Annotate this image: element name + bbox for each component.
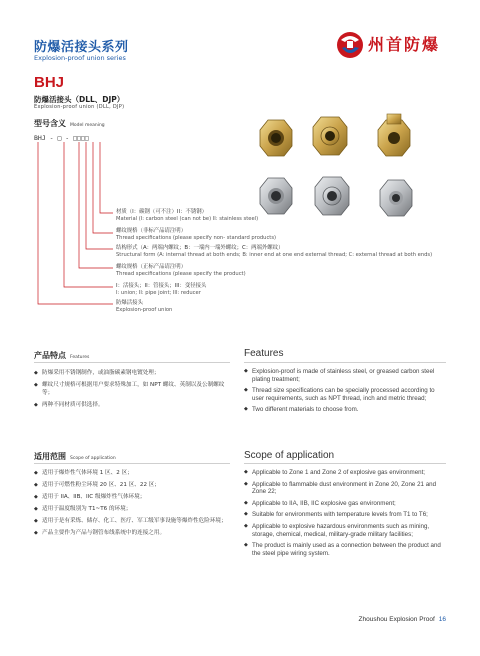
footer-text: Zhoushou Explosion Proof (358, 616, 435, 623)
list-item: ◆ Applicable to explosive hazardous environments such as mining, storage, chemical, medical, military-grade military facilities; (244, 523, 446, 538)
scope-heading-cn: 适用范围 Scope of application (34, 452, 116, 461)
model-item-thread-spec-product: 螺纹规格（正标产品请注明） Thread specifications (please specify the product) (116, 264, 246, 277)
product-name-cn: 防爆活接头（DLL、DJP） (34, 95, 125, 104)
series-subtitle: Explosion-proof union series (34, 54, 126, 62)
model-item-type: I：活接头；II：管接头；III：变径接头 I: union; II: pipe joint; III: reducer (116, 283, 207, 296)
series-title: 防爆活接头系列 (34, 40, 129, 55)
list-item: ◆ 适用于可燃性粉尘环境 20 区、21 区、22 区； (34, 481, 230, 489)
list-item: ◆ Two different materials to choose from. (244, 406, 446, 414)
list-item: ◆ 防爆采用不锈钢制作，或油脂碳素钢电镀处理； (34, 369, 230, 377)
fitting-brass-2 (313, 117, 347, 155)
model-item-material: 材质（I：碳钢（可不注）II：不锈钢） Material (I: carbon steel (can not be) II: stainless steel) (116, 209, 259, 222)
model-item-structural-form: 结构形式（A：两端内螺纹；B：一端内一端外螺纹；C：两端外螺纹） Structural form (A: internal thread at both ends; B: inner end at one end external thread; C: external thread at both ends) (116, 245, 433, 258)
model-meaning-heading-cn: 型号含义 (34, 119, 66, 128)
model-meaning-heading (34, 118, 105, 129)
model-code-pattern: BHJ - □ - □□□□ (34, 134, 89, 142)
list-item: ◆ Thread size specifications can be specially processed according to user requirements, such as NPT thread, inch and metric thread; (244, 387, 446, 402)
list-item: ◆ Applicable to flammable dust environment in Zone 20, Zone 21 and Zone 22; (244, 481, 446, 496)
features-heading-en: Features (244, 348, 284, 359)
scope-list-cn (34, 469, 230, 541)
list-item: ◆ 两种不同材质可供选择。 (34, 401, 230, 409)
list-item: ◆ 适用于爆炸性气体环境 1 区、2 区； (34, 469, 230, 477)
list-item: ◆ 产品主要作为产品与钢管布线系统中的连接之用。 (34, 529, 230, 537)
list-item: ◆ Applicable to Zone 1 and Zone 2 of explosive gas environment; (244, 469, 446, 477)
features-divider-en (244, 362, 446, 363)
features-list-cn (34, 369, 230, 413)
product-name-en: Explosion-proof union (DLL, DJP) (34, 104, 125, 110)
fitting-brass-3 (378, 114, 410, 156)
list-item: ◆ 螺纹尺寸规格可根据用户要求特殊加工，如 NPT 螺纹、英制以及公制螺纹等； (34, 381, 230, 397)
list-item: ◆ 适用于是有采炼、储存、化工、医疗、军工级军事设施等爆炸性危险环境； (34, 517, 230, 525)
product-code: BHJ (34, 74, 65, 91)
list-item: ◆ Suitable for environments with temperature levels from T1 to T6; (244, 511, 446, 519)
list-item: ◆ 适用于温度级别为 T1~T6 的环境； (34, 505, 230, 513)
page-number: 16 (438, 616, 446, 623)
list-item: ◆ Applicable to IIA, IIB, IIC explosive gas environment; (244, 500, 446, 508)
fitting-brass-1 (260, 120, 292, 156)
page-footer (359, 616, 446, 623)
scope-heading-en: Scope of application (244, 450, 335, 461)
scope-list-en (244, 469, 446, 561)
model-item-name: 防爆活接头 Explosion-proof union (116, 300, 173, 313)
list-item: ◆ 适用于 IIA、IIB、IIC 级爆炸性气体环境； (34, 493, 230, 501)
features-list-en (244, 368, 446, 418)
list-item: ◆ The product is mainly used as a connection between the product and the steel pipe wiring system. (244, 542, 446, 557)
scope-divider-en (244, 463, 446, 464)
model-item-thread-spec: 螺纹规格（非标产品请注明） Thread specifications (please specify non- standard products) (116, 228, 277, 241)
brand-name: 州首防爆 (368, 35, 441, 54)
model-meaning-heading-en: Model meaning (70, 123, 105, 128)
list-item: ◆ Explosion-proof is made of stainless steel, or greased carbon steel plating treatment; (244, 368, 446, 383)
features-divider-cn (34, 362, 230, 363)
scope-divider-cn (34, 463, 230, 464)
features-heading-cn: 产品特点 Features (34, 351, 90, 360)
